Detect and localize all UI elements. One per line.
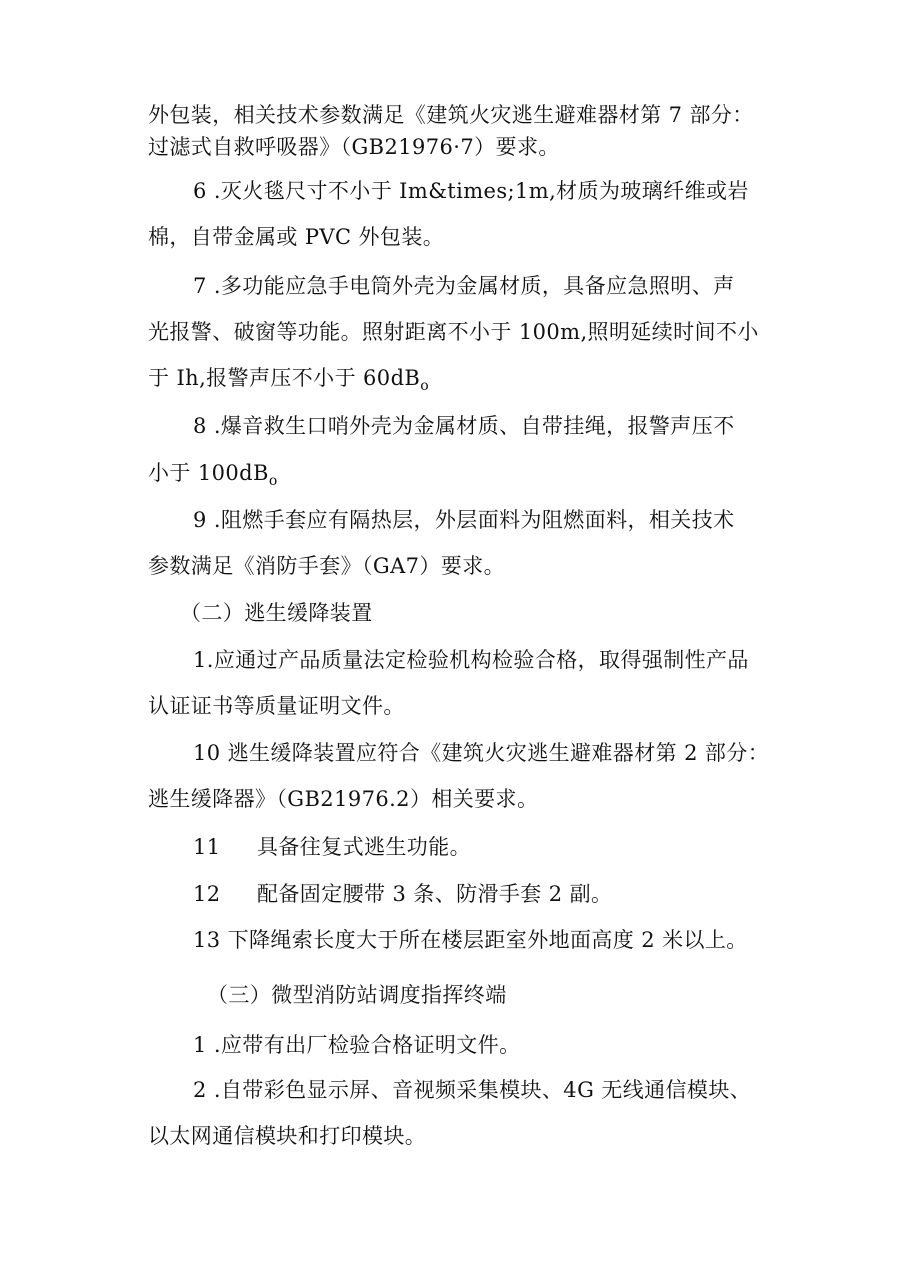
text-line: 外包装，相关技术参数满足《建筑火灾逃生避难器材第 7 部分： [148, 103, 754, 127]
text-line: 光报警、破窗等功能。照射距离不小于 100m,照明延续时间不小 [148, 320, 759, 344]
text-line [148, 458, 278, 496]
text-line: 以太网通信模块和打印模块。 [148, 1124, 427, 1148]
text-line: 具备往复式逃生功能。 [257, 835, 471, 859]
text-line [148, 363, 429, 401]
text-line: 过滤式自救呼吸器》（GB21976·7）要求。 [148, 135, 560, 159]
text-line: 棉，自带金属或 PVC 外包装。 [148, 225, 445, 249]
item-number: 11 [193, 835, 221, 859]
section-heading: （三）微型消防站调度指挥终端 [207, 983, 507, 1007]
subscript-mark: o [420, 378, 430, 394]
text-line: 6 .灭火毯尺寸不小于 Im&times;1m,材质为玻璃纤维或岩 [193, 179, 749, 203]
text-line: 10 逃生缓降装置应符合《建筑火灾逃生避难器材第 2 部分： [193, 741, 770, 765]
text-line: 逃生缓降器》（GB21976.2）相关要求。 [148, 787, 539, 811]
text-line: 认证证书等质量证明文件。 [148, 694, 405, 718]
text-line: 9 .阻燃手套应有隔热层，外层面料为阻燃面料，相关技术 [193, 508, 735, 532]
section-heading: （二）逃生缓降装置 [180, 601, 373, 625]
text-segment: 小于 100dB [148, 461, 269, 485]
text-line: 13 下降绳索长度大于所在楼层距室外地面高度 2 米以上。 [193, 928, 748, 952]
item-number: 12 [193, 882, 221, 906]
text-line: 参数满足《消防手套》（GA7）要求。 [148, 554, 506, 578]
text-line: 配备固定腰带 3 条、防滑手套 2 副。 [257, 882, 613, 906]
text-line: 2 .自带彩色显示屏、音视频采集模块、4G 无线通信模块、 [193, 1078, 752, 1102]
text-line: 1.应通过产品质量法定检验机构检验合格，取得强制性产品 [193, 648, 749, 672]
text-segment: 于 Ih,报警声压不小于 60dB [148, 366, 421, 390]
text-line: 8 .爆音救生口哨外壳为金属材质、自带挂绳，报警声压不 [193, 414, 735, 438]
text-line: 1 .应带有出厂检验合格证明文件。 [193, 1033, 521, 1057]
subscript-mark: o [268, 473, 278, 489]
text-line: 7 .多功能应急手电筒外壳为金属材质，具备应急照明、声 [193, 274, 735, 298]
